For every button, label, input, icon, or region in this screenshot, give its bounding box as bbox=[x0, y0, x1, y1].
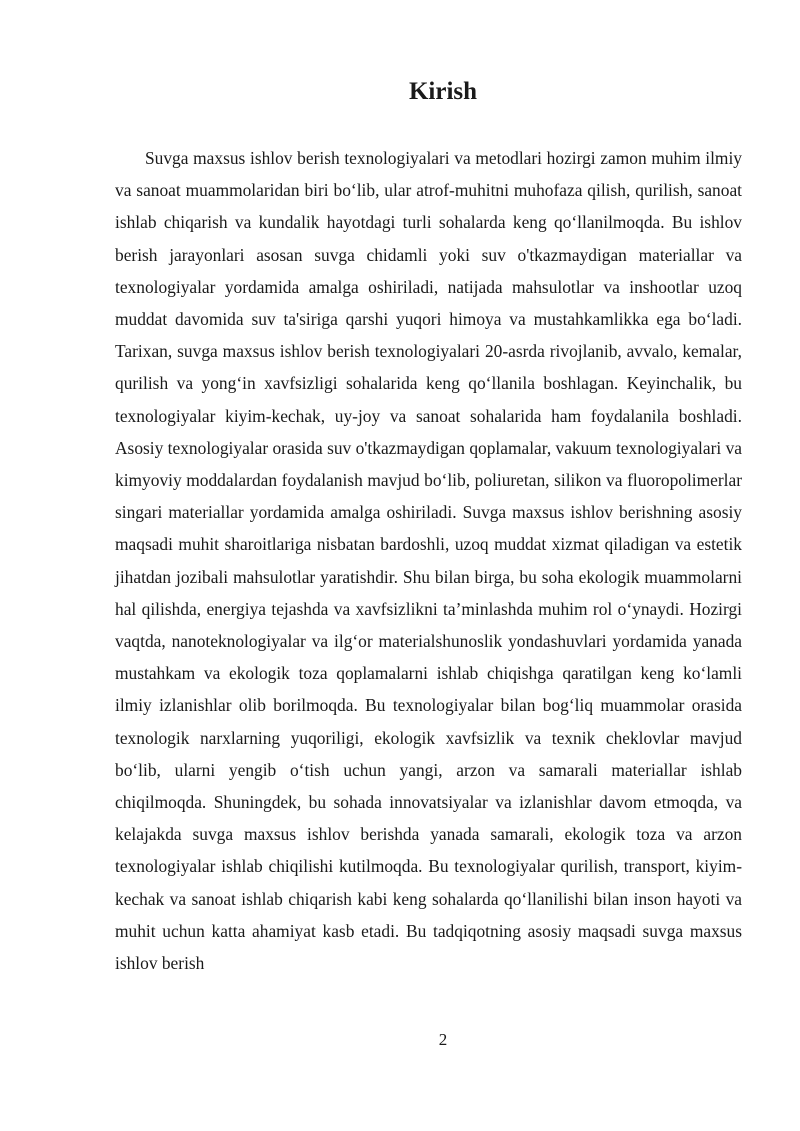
page-number: 2 bbox=[438, 1030, 448, 1049]
page-title: Kirish bbox=[408, 78, 478, 105]
body-paragraph: Suvga maxsus ishlov berish texnologiyalari va metodlari hozirgi zamon muhim ilmiy va sanoat muammolaridan biri bo‘lib, ular atrof-muhitni muhofaza qilish, qurilish, sanoat ishlab chiqarish va kundalik hayotdagi turli sohalarda keng qo‘llanilmoqda. Bu ishlov berish jarayonlari asosan suvga chidamli yoki suv o'tkazmaydigan materiallar va texnologiyalar yordamida amalga oshiriladi, natijada mahsulotlar va inshootlar uzoq muddat davomida suv ta'siriga qarshi yuqori himoya va mustahkamlikka ega bo‘ladi. Tarixan, suvga maxsus ishlov berish texnologiyalari 20-asrda rivojlanib, avvalo, kemalar, qurilish va yong‘in xavfsizligi sohalarida keng qo‘llanila boshlagan. Keyinchalik, bu texnologiyalar kiyim-kechak, uy-joy va sanoat sohalarida ham foydalanila boshladi. Asosiy texnologiyalar orasida suv o'tkazmaydigan qoplamalar, vakuum texnologiyalari va kimyoviy moddalardan foydalanish mavjud bo‘lib, poliuretan, silikon va fluoropolimerlar singari materiallar yordamida amalga oshiriladi. Suvga maxsus ishlov berishning asosiy maqsadi muhit sharoitlariga nisbatan bardoshli, uzoq muddat xizmat qiladigan va estetik jihatdan jozibali mahsulotlar yaratishdir. Shu bilan birga, bu soha ekologik muammolarni hal qilishda, energiya tejashda va xavfsizlikni ta’minlashda muhim rol o‘ynaydi. Hozirgi vaqtda, nanoteknologiyalar va ilg‘or materialshunoslik yondashuvlari yordamida yanada mustahkam va ekologik toza qoplamalarni ishlab chiqishga qaratilgan keng ko‘lamli ilmiy izlanishlar olib borilmoqda. Bu texnologiyalar bilan bog‘liq muammolar orasida texnologik narxlarning yuqoriligi, ekologik xavfsizlik va texnik cheklovlar mavjud bo‘lib, ularni yengib o‘tish uchun yangi, arzon va samarali materiallar ishlab chiqilmoqda. Shuningdek, bu sohada innovatsiyalar va izlanishlar davom etmoqda, va kelajakda suvga maxsus ishlov berishda yanada samarali, ekologik toza va arzon texnologiyalar ishlab chiqilishi kutilmoqda. Bu texnologiyalar qurilish, transport, kiyim-kechak va sanoat ishlab chiqarish kabi keng sohalarda qo‘llanilishi bilan inson hayoti va muhit uchun katta ahamiyat kasb etadi. Bu tadqiqotning asosiy maqsadi suvga maxsus ishlov berish bbox=[115, 148, 742, 974]
